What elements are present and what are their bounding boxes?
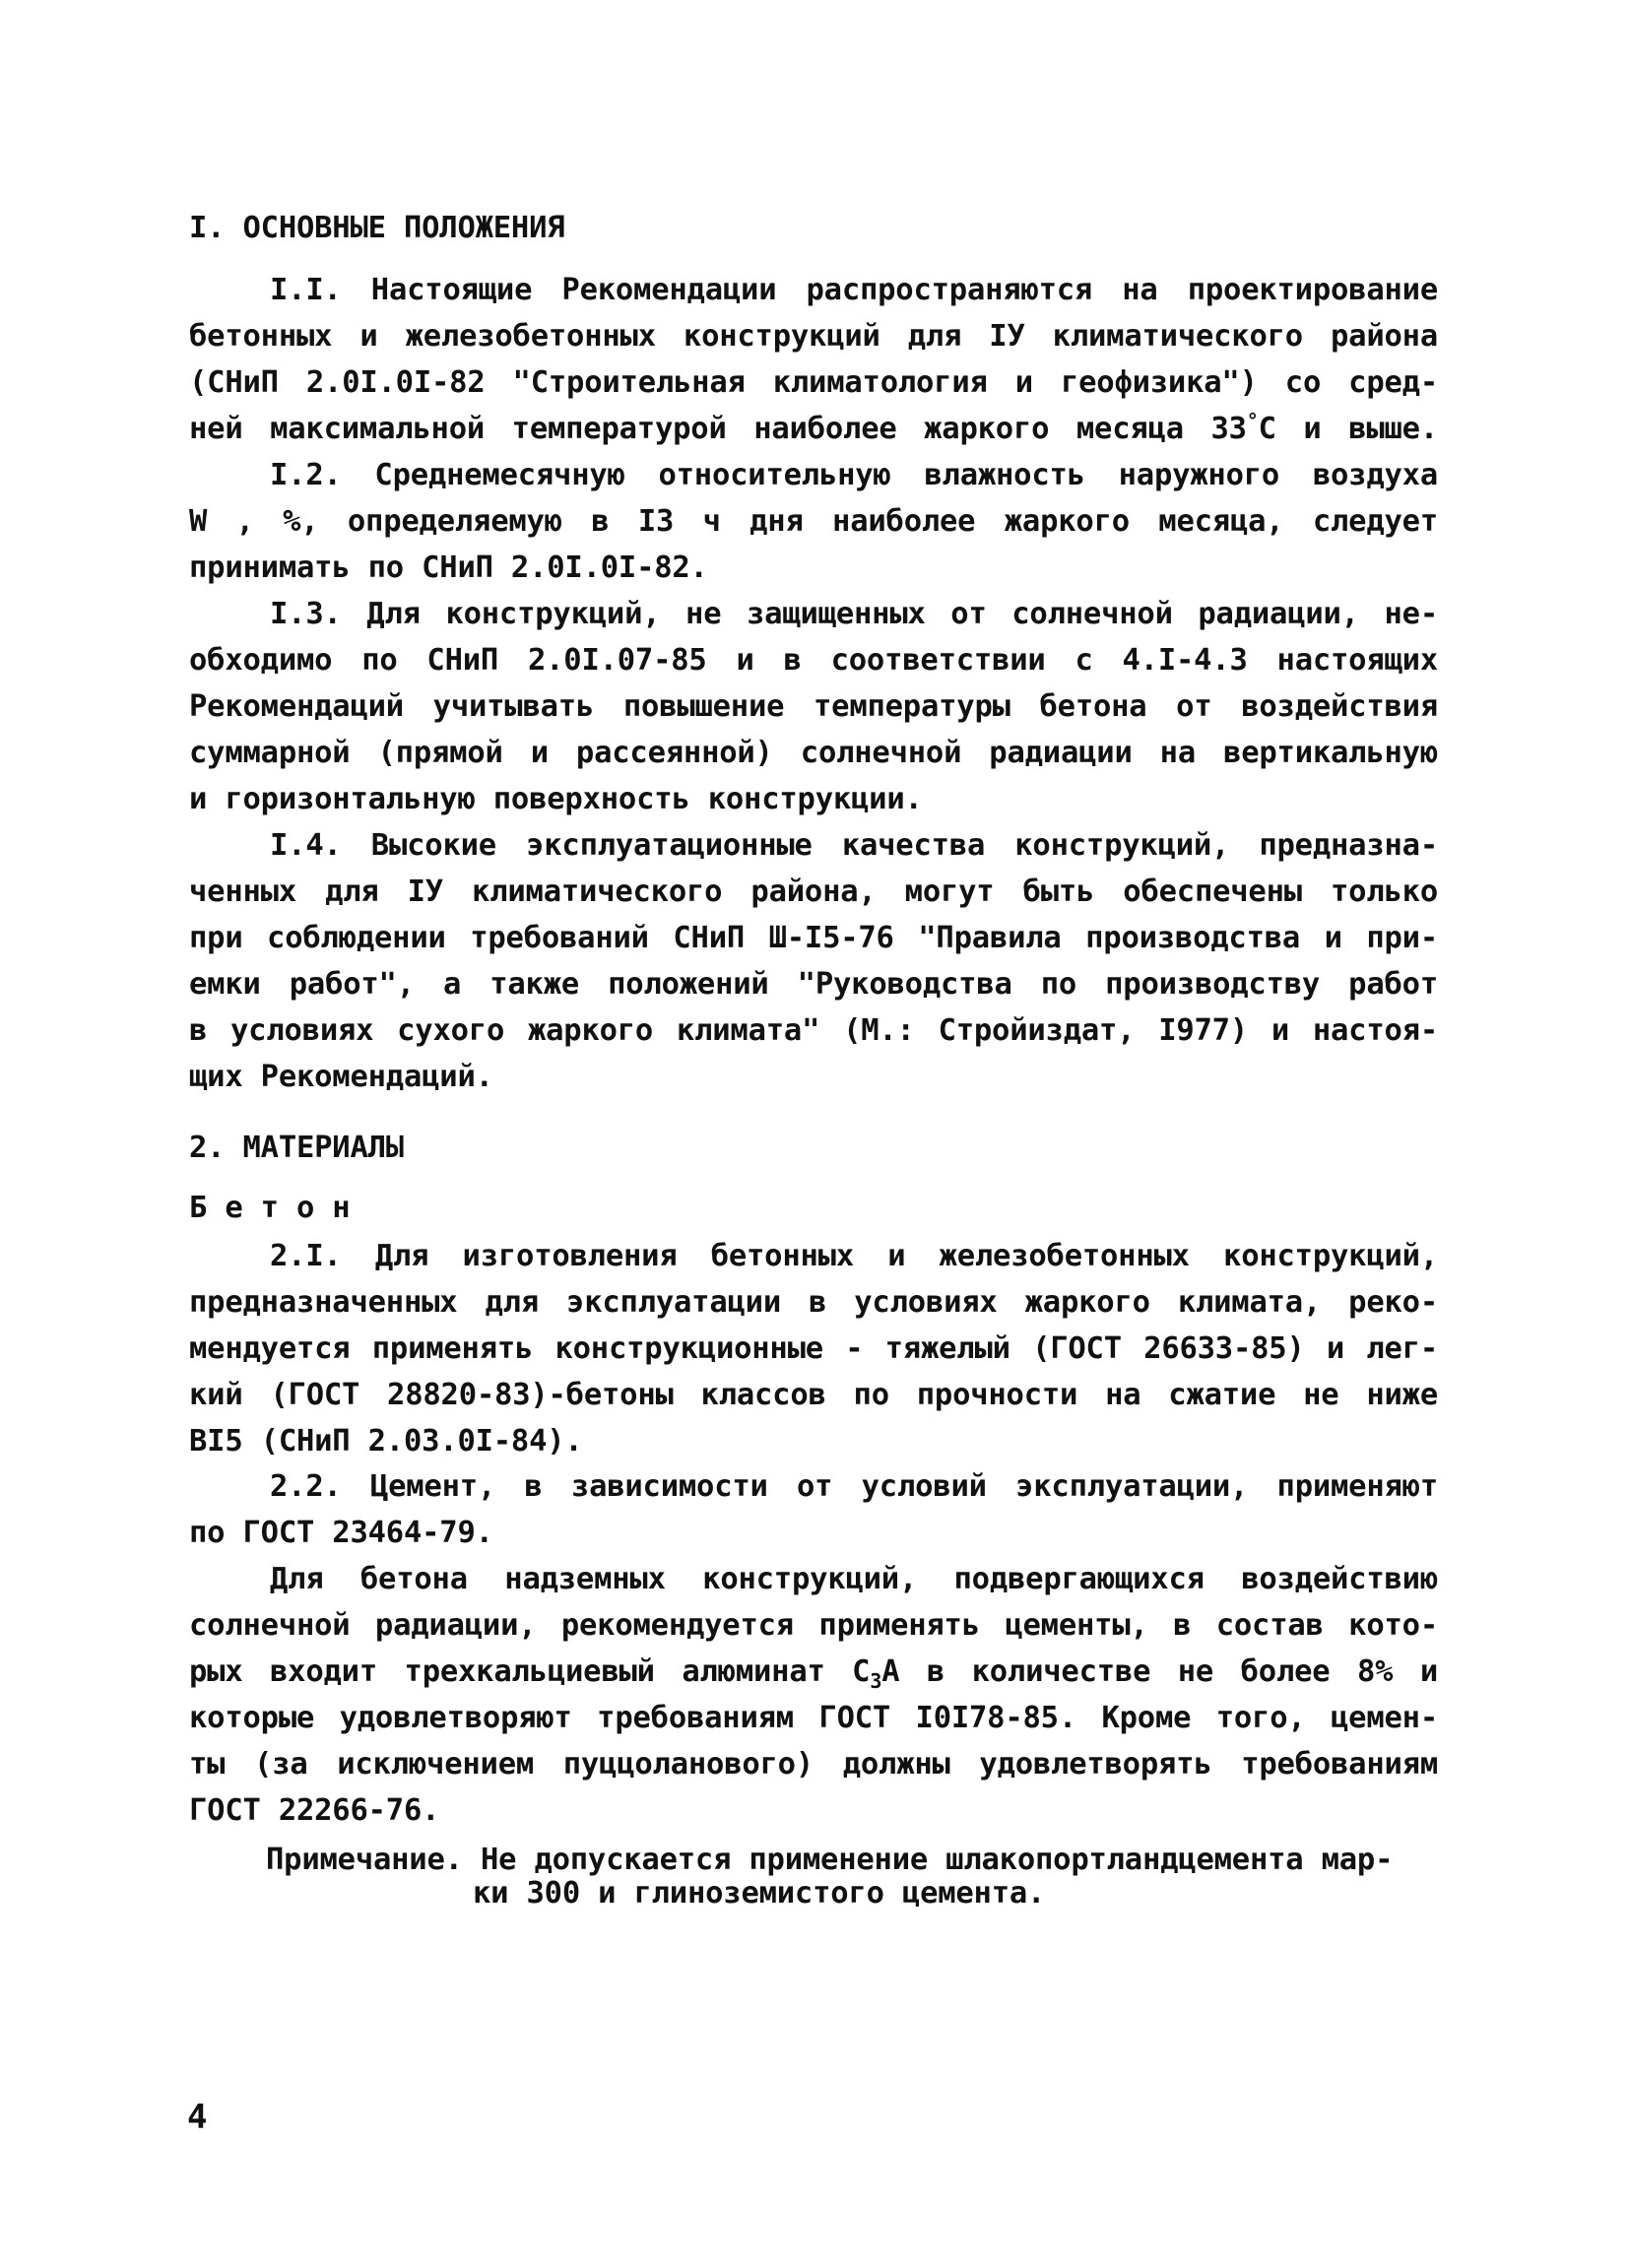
note-line: Примечание. Не допускается применение шлакопортландцемента мар- [266, 1843, 1394, 1877]
paragraph-line-part: ней максимальной температурой наиболее жаркого месяца 33 [189, 412, 1247, 446]
page-number: 4 [187, 2098, 208, 2137]
paragraph-line: которые удовлетворяют требованиям ГОСТ I0I78-85. Кроме того, цемен- [189, 1701, 1438, 1735]
paragraph-line: Для бетона надземных конструкций, подвергающихся воздействию [270, 1562, 1438, 1596]
paragraph-line: бетонных и железобетонных конструкций для IУ климатического района [189, 319, 1438, 354]
paragraph-line [189, 406, 1438, 452]
paragraph-line: I.I. Настоящие Рекомендации распространяются на проектирование [270, 273, 1438, 307]
paragraph-line: ты (за исключением пуццоланового) должны удовлетворять требованиям [189, 1747, 1438, 1782]
paragraph-line: 2.I. Для изготовления бетонных и железобетонных конструкций, [270, 1239, 1438, 1273]
paragraph-line: W , %, определяемую в I3 ч дня наиболее жаркого месяца, следует [189, 504, 1438, 539]
paragraph-2-1 [189, 1233, 1438, 1464]
paragraph-line: BI5 (СНиП 2.03.0I-84). [189, 1424, 583, 1458]
paragraph-line-part: рых входит трехкальциевый алюминат С [189, 1654, 871, 1689]
paragraph-line [189, 1649, 1438, 1695]
paragraph-line: (СНиП 2.0I.0I-82 "Строительная климатология и геофизика") со сред- [189, 365, 1438, 400]
paragraph-line: принимать по СНиП 2.0I.0I-82. [189, 551, 708, 585]
paragraph-line: в условиях сухого жаркого климата" (М.: Стройиздат, I977) и настоя- [189, 1013, 1438, 1048]
section-2-title: 2. МАТЕРИАЛЫ [189, 1131, 404, 1165]
subscript-index: 3 [870, 1669, 882, 1694]
paragraph-2-2-continued [189, 1556, 1438, 1834]
paragraph-line: 2.2. Цемент, в зависимости от условий эксплуатации, применяют [270, 1469, 1438, 1504]
paragraph-line: Рекомендаций учитывать повышение температуры бетона от воздействия [189, 689, 1438, 724]
paragraph-line: емки работ", а также положений "Руководства по производству работ [189, 967, 1438, 1002]
paragraph-line: и горизонтальную поверхность конструкции. [189, 782, 923, 816]
paragraph-1-1 [189, 267, 1438, 452]
paragraph-line: при соблюдении требований СНиП Ш-I5-76 "Правила производства и при- [189, 921, 1438, 955]
paragraph-line: суммарной (прямой и рассеянной) солнечной радиации на вертикальную [189, 736, 1438, 770]
paragraph-line-part: С и выше. [1258, 412, 1438, 446]
paragraph-line: солнечной радиации, рекомендуется применять цементы, в состав кото- [189, 1608, 1438, 1643]
paragraph-line-part: А в количестве не более 8% и [881, 1654, 1438, 1689]
paragraph-line: мендуется применять конструкционные - тяжелый (ГОСТ 26633-85) и лег- [189, 1331, 1438, 1366]
paragraph-line: I.2. Среднемесячную относительную влажность наружного воздуха [270, 458, 1438, 492]
paragraph-line: I.3. Для конструкций, не защищенных от солнечной радиации, не- [270, 597, 1438, 631]
section-2-heading-block [189, 1125, 1438, 1171]
section-1-heading-block [189, 205, 1438, 251]
paragraph-line: щих Рекомендаций. [189, 1060, 493, 1094]
paragraph-line: обходимо по СНиП 2.0I.07-85 и в соответствии с 4.I-4.3 настоящих [189, 643, 1438, 678]
section-1-title: I. ОСНОВНЫЕ ПОЛОЖЕНИЯ [189, 211, 565, 245]
paragraph-line: предназначенных для эксплуатации в условиях жаркого климата, реко- [189, 1285, 1438, 1320]
paragraph-1-3 [189, 591, 1438, 822]
paragraph-line: кий (ГОСТ 28820-83)-бетоны классов по прочности на сжатие не ниже [189, 1378, 1438, 1412]
paragraph-2-2 [189, 1463, 1438, 1556]
paragraph-1-4 [189, 822, 1438, 1100]
subsection-concrete [189, 1185, 1438, 1231]
paragraph-line: I.4. Высокие эксплуатационные качества конструкций, предназна- [270, 828, 1438, 863]
paragraph-1-2 [189, 452, 1438, 591]
paragraph-line: ченных для IУ климатического района, могут быть обеспечены только [189, 875, 1438, 909]
note-line: ки 300 и глиноземистого цемента. [473, 1876, 1046, 1911]
paragraph-line: по ГОСТ 23464-79. [189, 1516, 493, 1550]
degree-superscript: ° [1246, 408, 1259, 432]
subsection-title: Б е т о н [189, 1191, 351, 1225]
note-block [266, 1844, 1438, 1911]
paragraph-line: ГОСТ 22266-76. [189, 1793, 440, 1828]
